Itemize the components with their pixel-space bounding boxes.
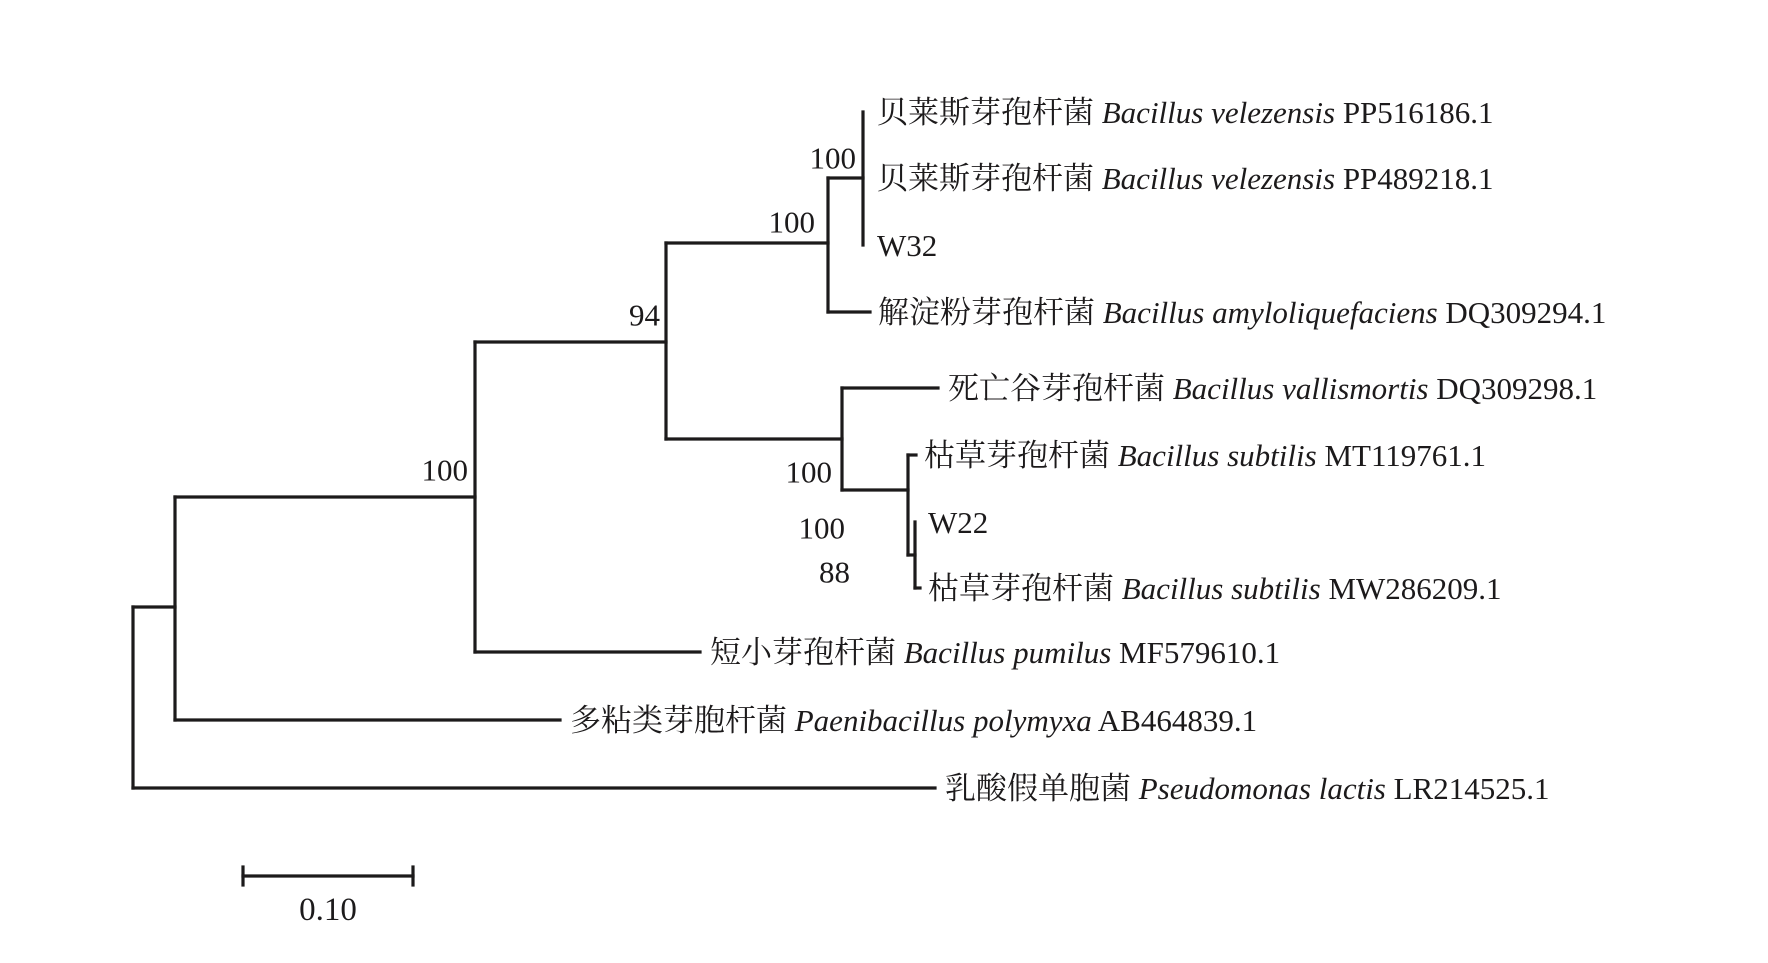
taxon-latin: Bacillus pumilus [903, 634, 1112, 670]
taxon-label-mw286209 [928, 571, 1502, 606]
taxon-cn: 贝莱斯芽孢杆菌 [877, 94, 1102, 130]
bootstrap-values [422, 141, 857, 590]
bootstrap-value: 94 [629, 297, 660, 333]
taxon-label-dq309294 [878, 295, 1606, 330]
taxon-latin: Pseudomonas lactis [1138, 770, 1386, 806]
taxon-label-mt119761 [924, 438, 1486, 473]
taxon-accession: PP516186.1 [1335, 94, 1494, 130]
taxon-label-ab464839 [570, 703, 1257, 738]
taxon-label-dq309298 [948, 371, 1597, 406]
bootstrap-value: 100 [421, 452, 468, 488]
taxon-cn: 枯草芽孢杆菌 [924, 437, 1118, 473]
taxon-label-w22 [928, 505, 988, 540]
taxon-latin: Paenibacillus polymyxa [794, 702, 1092, 738]
taxon-label-pp489218 [877, 161, 1494, 196]
taxon-cn: 贝莱斯芽孢杆菌 [877, 160, 1102, 196]
taxon-accession: MT119761.1 [1316, 437, 1487, 473]
taxon-accession: W32 [877, 227, 938, 263]
taxon-cn: 短小芽孢杆菌 [710, 634, 904, 670]
taxon-accession: AB464839.1 [1091, 702, 1258, 738]
taxon-accession: DQ309298.1 [1428, 370, 1598, 406]
taxon-latin: Bacillus subtilis [1117, 437, 1317, 473]
bootstrap-value: 100 [768, 204, 815, 240]
bootstrap-value: 88 [819, 554, 850, 590]
taxon-latin: Bacillus subtilis [1121, 570, 1321, 606]
bootstrap-value: 100 [798, 510, 845, 546]
taxon-cn: 死亡谷芽孢杆菌 [948, 370, 1173, 406]
tree-branches [133, 112, 938, 788]
taxon-latin: Bacillus amyloliquefaciens [1102, 294, 1438, 330]
taxon-cn: 乳酸假单胞菌 [945, 770, 1139, 806]
taxon-accession: LR214525.1 [1385, 770, 1550, 806]
bootstrap-value: 100 [785, 454, 832, 490]
taxon-cn: 解淀粉芽孢杆菌 [878, 294, 1103, 330]
taxon-latin: Bacillus velezensis [1101, 160, 1336, 196]
taxon-accession: MF579610.1 [1111, 634, 1281, 670]
taxon-label-lr214525 [945, 771, 1550, 806]
taxon-cn: 枯草芽孢杆菌 [928, 570, 1122, 606]
taxon-label-w32 [877, 228, 937, 263]
taxon-accession: PP489218.1 [1335, 160, 1494, 196]
taxon-cn: 多粘类芽胞杆菌 [570, 702, 795, 738]
bootstrap-value: 100 [809, 140, 856, 176]
taxon-latin: Bacillus velezensis [1101, 94, 1336, 130]
taxon-label-mf579610 [710, 635, 1280, 670]
taxon-accession: DQ309294.1 [1437, 294, 1607, 330]
scale-bar [243, 867, 413, 928]
taxon-accession: MW286209.1 [1320, 570, 1502, 606]
taxon-label-pp516186 [877, 95, 1494, 130]
taxon-latin: Bacillus vallismortis [1172, 370, 1429, 406]
taxon-labels [570, 95, 1606, 806]
scale-bar-label: 0.10 [299, 892, 357, 928]
taxon-accession: W22 [928, 504, 989, 540]
